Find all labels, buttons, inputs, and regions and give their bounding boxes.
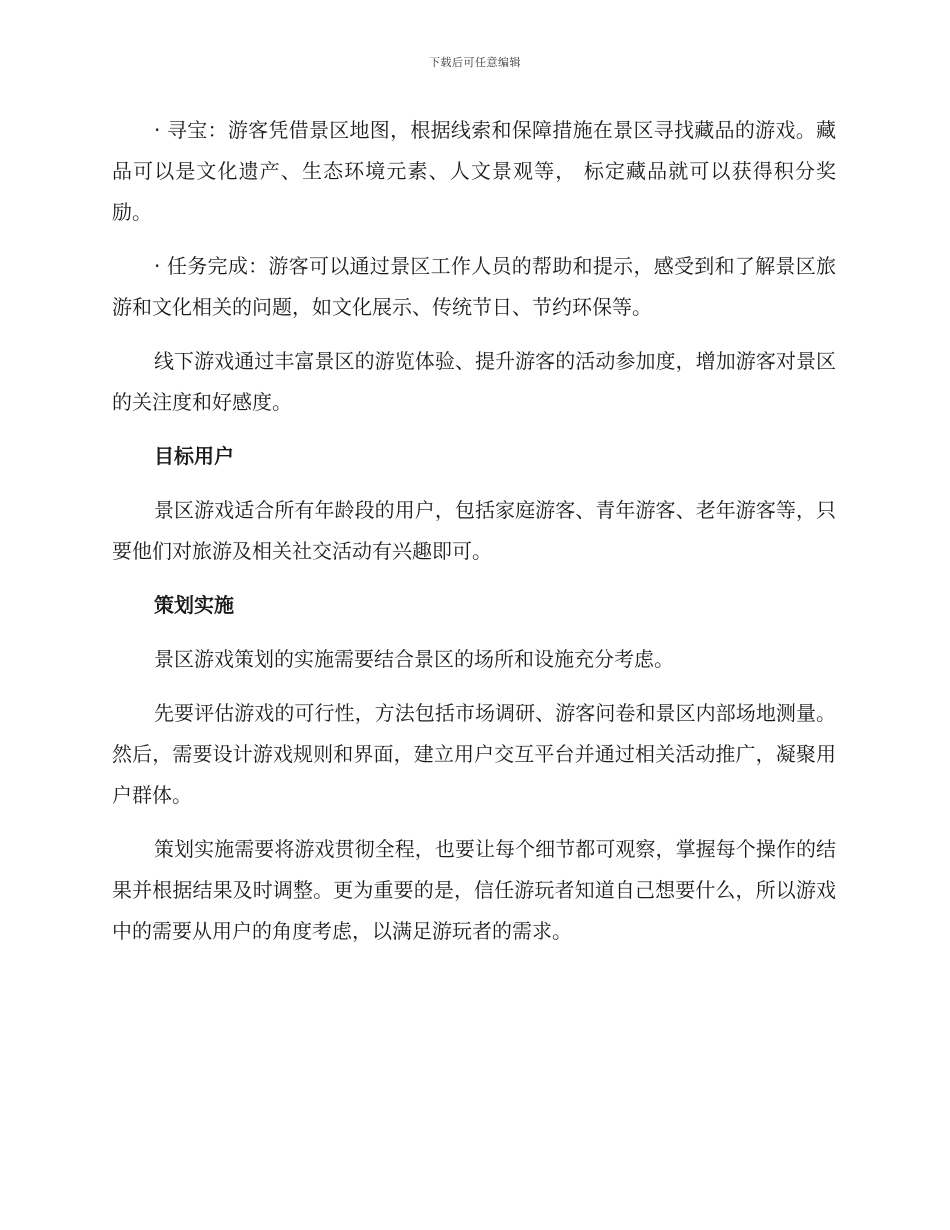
heading-implementation: 策划实施 [154,593,234,617]
header-note: 下载后可任意编辑 [429,56,521,69]
paragraph-offline-games: 线下游戏通过丰富景区的游览体验、提升游客的活动参加度，增加游客对景区的关注度和好感度。 [112,349,836,414]
paragraph-task-completion: · 任务完成：游客可以通过景区工作人员的帮助和提示，感受到和了解景区旅游和文化相关的问题，如文化展示、传统节日、节约环保等。 [112,254,836,319]
heading-target-users: 目标用户 [154,444,234,468]
document-body [112,110,836,965]
paragraph-implementation-process: 策划实施需要将游戏贯彻全程，也要让每个细节都可观察，掌握每个操作的结果并根据结果及时调整。更为重要的是，信任游玩者知道自己想要什么，所以游戏中的需要从用户的角度考虑，以满足游玩者的需求。 [112,837,836,943]
paragraph-target-users: 景区游戏适合所有年龄段的用户，包括家庭游客、青年游客、老年游客等，只要他们对旅游及相关社交活动有兴趣即可。 [112,498,836,563]
paragraph-implementation-steps: 先要评估游戏的可行性，方法包括市场调研、游客问卷和景区内部场地测量。然后，需要设计游戏规则和界面，建立用户交互平台并通过相关活动推广，凝聚用户群体。 [112,701,836,807]
paragraph-treasure-hunt: · 寻宝：游客凭借景区地图，根据线索和保障措施在景区寻找藏品的游戏。藏品可以是文化遗产、生态环境元素、人文景观等， 标定藏品就可以获得积分奖励。 [112,118,836,224]
paragraph-implementation-intro: 景区游戏策划的实施需要结合景区的场所和设施充分考虑。 [154,647,674,671]
